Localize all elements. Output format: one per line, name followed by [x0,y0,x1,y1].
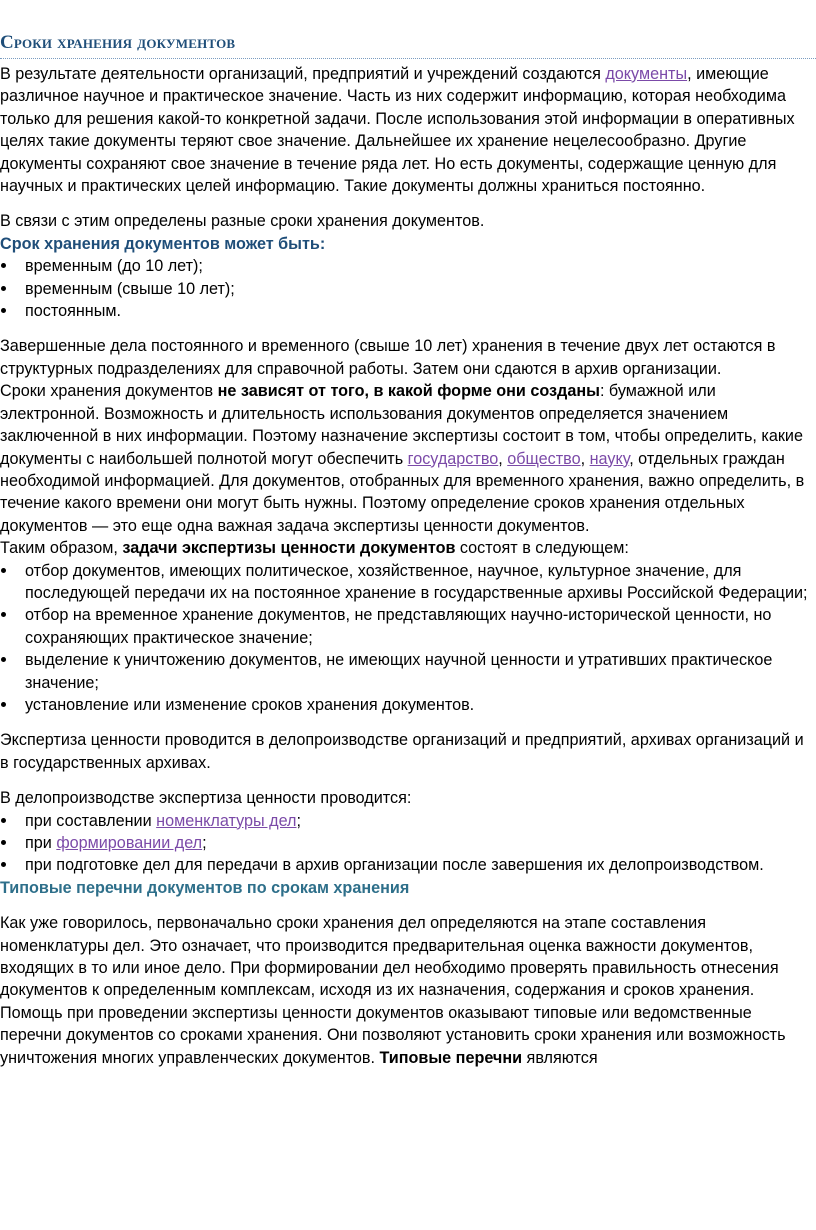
link-science[interactable]: науку [589,449,630,468]
link-state[interactable]: государство [407,449,499,468]
expertise-tasks-list [0,560,816,717]
list-item: временным (до 10 лет); [0,255,816,277]
bold-text: задачи экспертизы ценности документов [122,539,456,558]
list-item: установление или изменение сроков хранения документов. [0,694,816,716]
text: при [25,834,57,852]
storage-period-list [0,255,816,322]
paragraph-6: Экспертиза ценности проводится в делопроизводстве организаций и предприятий, архивах организаций и в государственных архивах. [0,731,804,772]
text: являются [522,1048,598,1067]
separator: , [580,449,590,468]
text: Помощь при проведении экспертизы ценности документов оказывают типовые или ведомственные перечни документов со сроками хранения. Они позволяют установить сроки хранения или возможность уничтожения многих управленческих документов. [0,1003,786,1067]
page-title: Сроки хранения документов [0,30,816,59]
paragraph-5 [0,537,816,559]
link-society[interactable]: общество [507,449,581,468]
text: ; [296,811,301,830]
text: ; [202,834,207,852]
link-file-formation[interactable]: формировании дел [56,834,203,852]
list-item: постоянным. [0,300,816,322]
separator: , [498,449,508,468]
link-nomenclature[interactable]: номенклатуры дел [156,811,297,830]
list-item [0,810,816,832]
list-item: выделение к уничтожению документов, не имеющих научной ценности и утративших практическое значение; [0,649,816,694]
text: состоят в следующем: [455,539,629,558]
link-documents[interactable]: документы [605,65,688,83]
text: Таким образом, [0,539,123,558]
list-item: отбор документов, имеющих политическое, хозяйственное, научное, культурное значение, для последующей передачи их на постоянное хранение в государственные архивы Российской Федерации; [0,560,816,605]
list-item [0,832,816,854]
paragraph-3: Завершенные дела постоянного и временного (свыше 10 лет) хранения в течение двух лет остаются в структурных подразделениях для справочной работы. Затем они сдаются в архив организации. [0,337,776,378]
list-item: при подготовке дел для передачи в архив организации после завершения их делопроизводством. [0,854,816,876]
text: Сроки хранения документов [0,382,218,401]
text: , отдельных граждан необходимой информацией. Для документов, отобранных для временного хранения, важно определить, в течение какого времени они могут быть нужны. Поэтому определение сроков хранения отдельных документов — это еще одна важная задача экспертизы ценности документов. [0,449,805,535]
list-item: временным (свыше 10 лет); [0,278,816,300]
text: : бумажной или электронной. Возможность и длительность использования документов определяется значением заключенной в них информации. Поэтому назначение экспертизы состоит в том, чтобы определить, какие документы с наибольшей полнотой могут обеспечить [0,382,803,468]
text: при составлении [25,811,157,830]
paragraph-2: В связи с этим определены разные сроки хранения документов. [0,212,485,231]
paragraph-7: В делопроизводстве экспертиза ценности проводится: [0,789,412,808]
paragraph-9 [0,1002,816,1069]
subheading-typical-lists: Типовые перечни документов по срокам хранения [0,878,410,897]
bold-text: не зависят от того, в какой форме они созданы [217,382,600,401]
text: В результате деятельности организаций, предприятий и учреждений создаются [0,65,606,83]
records-expertise-list [0,810,816,877]
text: , имеющие различное научное и практическое значение. Часть из них содержит информацию, которая необходима только для решения какой-то конкретной задачи. После использования этой информации в оперативных целях такие документы теряют свое значение. Дальнейшее их хранение нецелесообразно. Другие документы сохраняют свое значение в течение ряда лет. Но есть документы, содержащие ценную для научных и практических целей информацию. Такие документы должны храниться постоянно. [0,65,795,196]
list-item: отбор на временное хранение документов, не представляющих научно-исторической ценности, но сохраняющих практическое значение; [0,604,816,649]
intro-paragraph [0,63,816,197]
paragraph-8: Как уже говорилось, первоначально сроки хранения дел определяются на этапе составления номенклатуры дел. Это означает, что производится предварительная оценка важности документов, входящих в то или иное дело. При формировании дел необходимо проверять правильность отнесения документов к определенным комплексам, исходя из их назначения, содержания и сроков хранения. [0,914,779,1000]
paragraph-4 [0,380,816,537]
subheading-storage-period: Срок хранения документов может быть: [0,234,326,253]
bold-text: Типовые перечни [379,1048,523,1067]
